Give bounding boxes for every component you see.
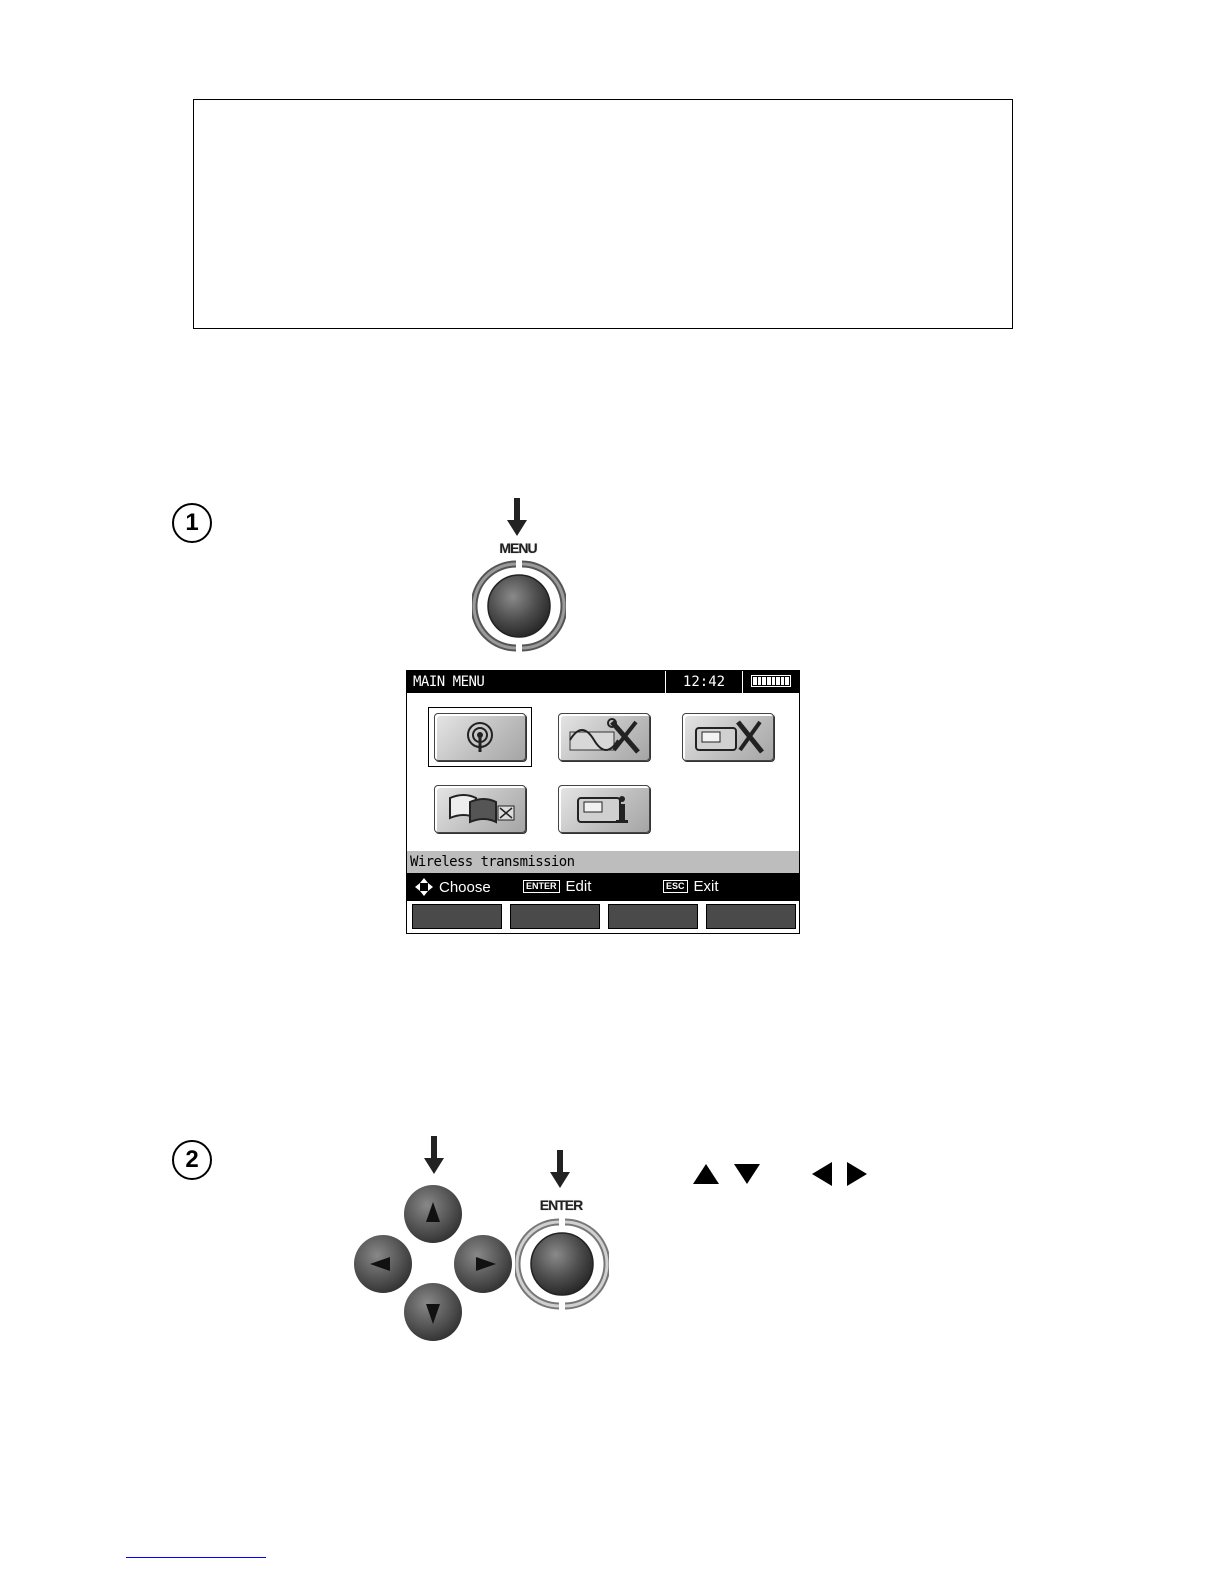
meter-info-icon[interactable] — [558, 785, 650, 833]
press-arrow-icon — [506, 498, 528, 538]
softkey-4[interactable] — [706, 904, 796, 929]
language-selection-icon[interactable] — [434, 785, 526, 833]
meter-settings-icon[interactable] — [682, 713, 774, 761]
softkey-row — [407, 901, 799, 932]
esc-keycap: ESC — [663, 880, 688, 893]
edit-label: Edit — [565, 878, 592, 895]
measurement-settings-icon[interactable] — [558, 713, 650, 761]
press-arrow-icon — [423, 1136, 445, 1176]
enter-button[interactable] — [515, 1218, 609, 1310]
lcd-screen — [406, 670, 800, 934]
status-bar: Wireless transmission — [407, 851, 799, 873]
step-2-number: 2 — [172, 1140, 212, 1180]
right-arrow-button[interactable] — [454, 1235, 512, 1293]
softkey-1[interactable] — [412, 904, 502, 929]
menu-key-label: MENU — [499, 540, 537, 556]
lcd-top-bar — [407, 671, 799, 693]
choose-label: Choose — [439, 878, 491, 896]
wireless-transmission-icon[interactable] — [434, 713, 526, 761]
enter-key-label: ENTER — [539, 1197, 583, 1213]
left-triangle-icon — [810, 1160, 834, 1188]
footnote-rule — [126, 1557, 266, 1558]
enter-keycap: ENTER — [523, 880, 560, 893]
clock: 12:42 — [665, 671, 743, 693]
softkey-2[interactable] — [510, 904, 600, 929]
press-arrow-icon — [549, 1150, 571, 1190]
softkey-3[interactable] — [608, 904, 698, 929]
down-triangle-icon — [733, 1162, 763, 1186]
step-1-number: 1 — [172, 503, 212, 543]
help-bar — [407, 873, 799, 901]
info-box — [193, 99, 1013, 329]
menu-button[interactable] — [472, 560, 566, 652]
arrow-keypad — [352, 1184, 516, 1344]
right-triangle-icon — [845, 1160, 869, 1188]
up-arrow-button[interactable] — [404, 1185, 462, 1243]
down-arrow-button[interactable] — [404, 1283, 462, 1341]
battery-icon — [751, 675, 791, 687]
exit-label: Exit — [693, 878, 719, 895]
left-arrow-button[interactable] — [354, 1235, 412, 1293]
up-triangle-icon — [692, 1162, 722, 1186]
navigation-arrows-icon — [415, 878, 433, 896]
screen-title: MAIN MENU — [413, 674, 485, 690]
